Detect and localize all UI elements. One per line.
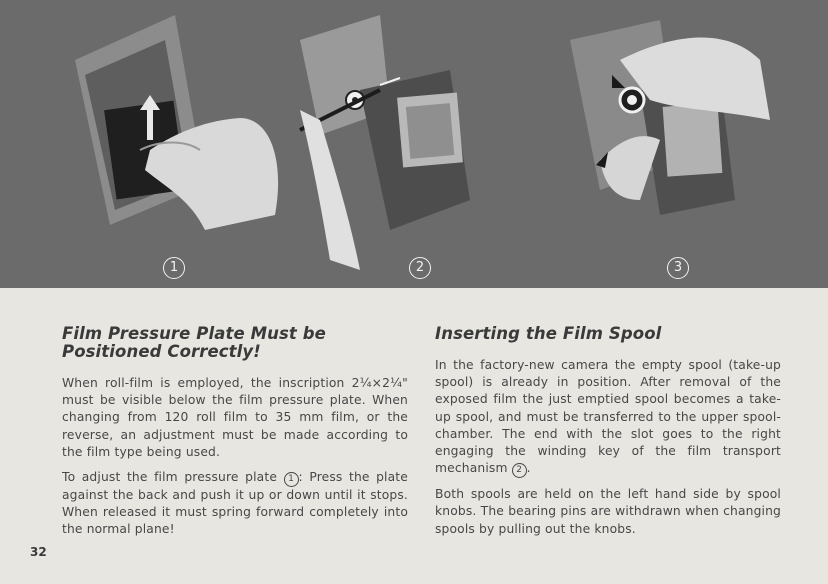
right-paragraph-2: Both spools are held on the left hand side by spool knobs. The bearing pins are withdrawn when changing spools by pulling out the knobs. bbox=[435, 487, 781, 536]
reference-number-1: 1 bbox=[284, 472, 299, 487]
left-column bbox=[62, 325, 408, 547]
illustration-band bbox=[0, 0, 828, 288]
illustration-number-1: 1 bbox=[163, 257, 185, 279]
right-paragraph-1-end: . bbox=[526, 461, 531, 476]
right-heading: Inserting the Film Spool bbox=[435, 324, 662, 343]
illustration-spool-knob bbox=[570, 20, 770, 215]
right-paragraph-1 bbox=[435, 357, 781, 478]
left-paragraph-2 bbox=[62, 469, 408, 539]
left-paragraph-2-end: : Press the plate against the back and push it up or down until it stops. When released it must spring forward completely into the normal plane! bbox=[62, 470, 408, 537]
right-paragraph-1-start: In the factory-new camera the empty spool (take-up spool) is already in position. After removal of the exposed film the just emptied spool becomes a take-up spool, and must be transferred to the upper spool-chamber. The end with the slot goes to the right engaging the winding key of the film transport mechanism bbox=[435, 358, 781, 476]
left-paragraph-1: When roll-film is employed, the inscription 2¼×2¼" must be visible below the film pressure plate. When changing from 120 roll film to 35 mm film, or the reverse, an adjustment must be made according to the film type being used. bbox=[62, 376, 408, 459]
right-column bbox=[435, 325, 781, 546]
reference-number-2: 2 bbox=[512, 463, 527, 478]
illustration-pressure-plate bbox=[75, 15, 278, 230]
left-heading: Film Pressure Plate Must be Positioned Correctly! bbox=[62, 324, 326, 361]
page-number: 32 bbox=[30, 545, 47, 559]
illustration-number-3: 3 bbox=[667, 257, 689, 279]
illustration-number-2: 2 bbox=[409, 257, 431, 279]
illustration-spool-insert bbox=[300, 15, 470, 270]
camera-illustrations bbox=[0, 0, 828, 288]
left-paragraph-2-start: To adjust the film pressure plate bbox=[62, 470, 284, 485]
